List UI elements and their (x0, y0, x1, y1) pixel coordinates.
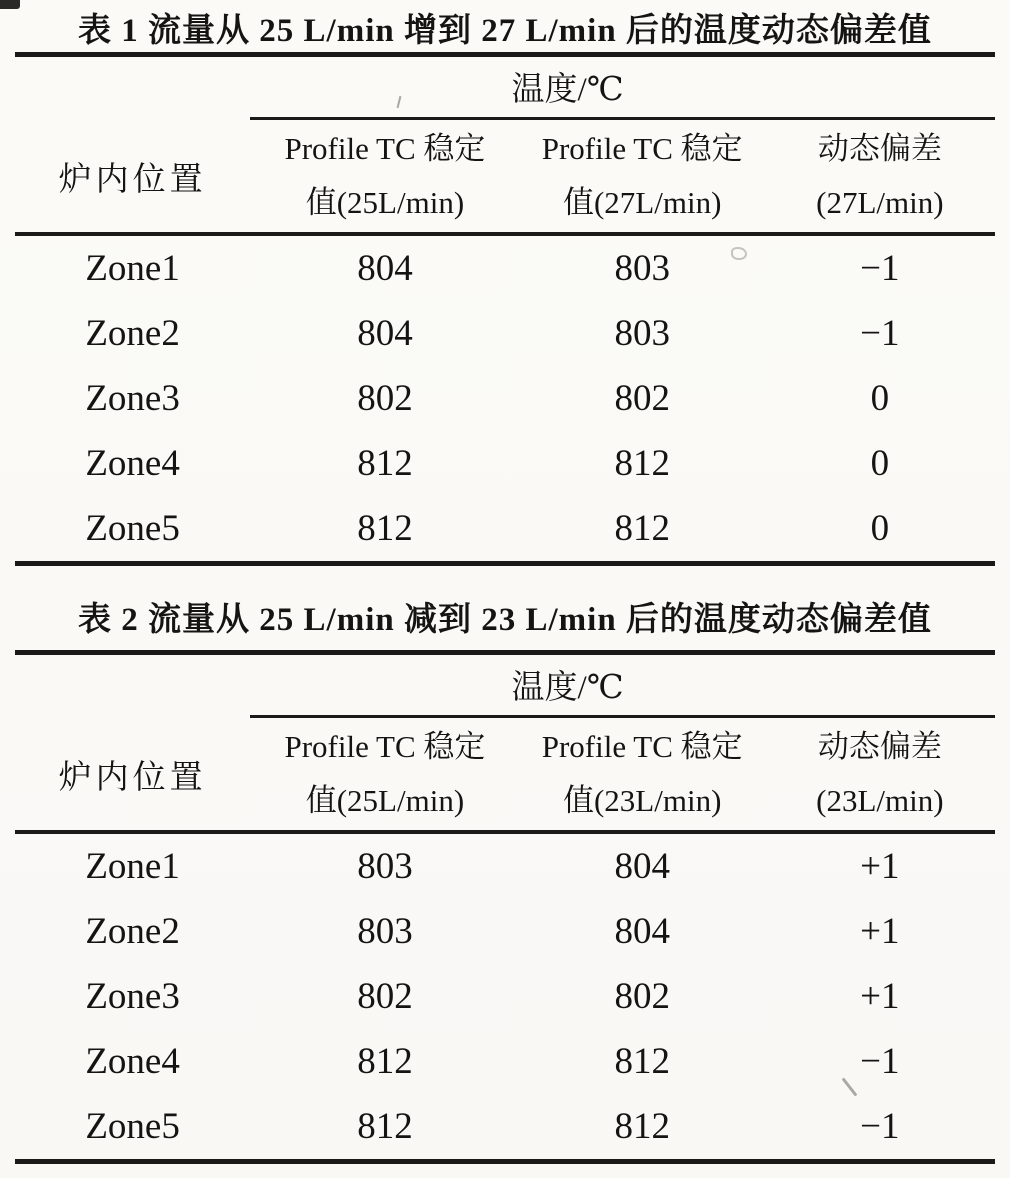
deviation-cell: −1 (860, 1106, 900, 1147)
value-cell: 812 (614, 1041, 670, 1082)
value-cell: 804 (357, 248, 413, 289)
deviation-cell: 0 (870, 508, 890, 549)
deviation-cell: +1 (860, 846, 900, 887)
deviation-cell: +1 (860, 976, 900, 1017)
table-2-position-header: 炉内位置 (58, 759, 207, 796)
deviation-cell: +1 (860, 911, 900, 952)
table-1-title: 表 1 流量从 25 L/min 增到 27 L/min 后的温度动态偏差值 (78, 13, 932, 49)
table-row (15, 431, 995, 496)
zone-cell: Zone5 (85, 508, 180, 549)
zone-cell: Zone3 (85, 378, 180, 419)
value-cell: 803 (357, 911, 413, 952)
table-1-col-header-stable-27: Profile TC 稳定 值(27L/min) (541, 131, 743, 220)
value-cell: 804 (614, 846, 670, 887)
value-cell: 812 (614, 443, 670, 484)
zone-cell: Zone2 (85, 313, 180, 354)
table-1-bottom-rule (15, 561, 995, 566)
table-row (15, 1094, 995, 1159)
table-row (15, 834, 995, 899)
value-cell: 812 (614, 508, 670, 549)
value-cell: 802 (614, 378, 670, 419)
value-cell: 812 (357, 508, 413, 549)
table-row (15, 899, 995, 964)
value-cell: 803 (614, 313, 670, 354)
table-2-col-header-stable-23: Profile TC 稳定 值(23L/min) (541, 729, 743, 818)
value-cell: 812 (357, 1041, 413, 1082)
zone-cell: Zone4 (85, 443, 180, 484)
value-cell: 812 (357, 443, 413, 484)
zone-cell: Zone1 (85, 248, 180, 289)
value-cell: 804 (614, 911, 670, 952)
zone-cell: Zone2 (85, 911, 180, 952)
table-2-col-header-stable-25: Profile TC 稳定 值(25L/min) (284, 729, 486, 818)
table-2-header-row (15, 718, 995, 830)
table-1-col-header-deviation: 动态偏差 (27L/min) (816, 131, 944, 220)
table-row (15, 236, 995, 301)
deviation-cell: −1 (860, 313, 900, 354)
table-2 (15, 598, 995, 1164)
table-2-temp-unit-header: 温度/℃ (250, 655, 995, 718)
zone-cell: Zone5 (85, 1106, 180, 1147)
value-cell: 802 (357, 976, 413, 1017)
deviation-cell: 0 (870, 443, 890, 484)
table-1-col-header-stable-25: Profile TC 稳定 值(25L/min) (284, 131, 486, 220)
table-2-title: 表 2 流量从 25 L/min 减到 23 L/min 后的温度动态偏差值 (78, 602, 932, 638)
table-1 (15, 0, 995, 566)
value-cell: 812 (357, 1106, 413, 1147)
value-cell: 804 (357, 313, 413, 354)
table-row (15, 1029, 995, 1094)
table-row (15, 366, 995, 431)
zone-cell: Zone4 (85, 1041, 180, 1082)
table-1-span-header-row (15, 57, 995, 120)
table-row (15, 301, 995, 366)
table-row (15, 964, 995, 1029)
deviation-cell: −1 (860, 248, 900, 289)
table-1-temp-unit-header: 温度/℃ (250, 57, 995, 120)
table-1-header-row (15, 120, 995, 232)
value-cell: 802 (357, 378, 413, 419)
table-2-span-header-row (15, 655, 995, 718)
table-2-col-header-deviation: 动态偏差 (23L/min) (816, 729, 944, 818)
value-cell: 803 (614, 248, 670, 289)
table-row (15, 496, 995, 561)
value-cell: 812 (614, 1106, 670, 1147)
table-2-bottom-rule (15, 1159, 995, 1164)
deviation-cell: 0 (870, 378, 890, 419)
table-1-position-header: 炉内位置 (58, 161, 207, 198)
zone-cell: Zone3 (85, 976, 180, 1017)
zone-cell: Zone1 (85, 846, 180, 887)
deviation-cell: −1 (860, 1041, 900, 1082)
value-cell: 803 (357, 846, 413, 887)
value-cell: 802 (614, 976, 670, 1017)
